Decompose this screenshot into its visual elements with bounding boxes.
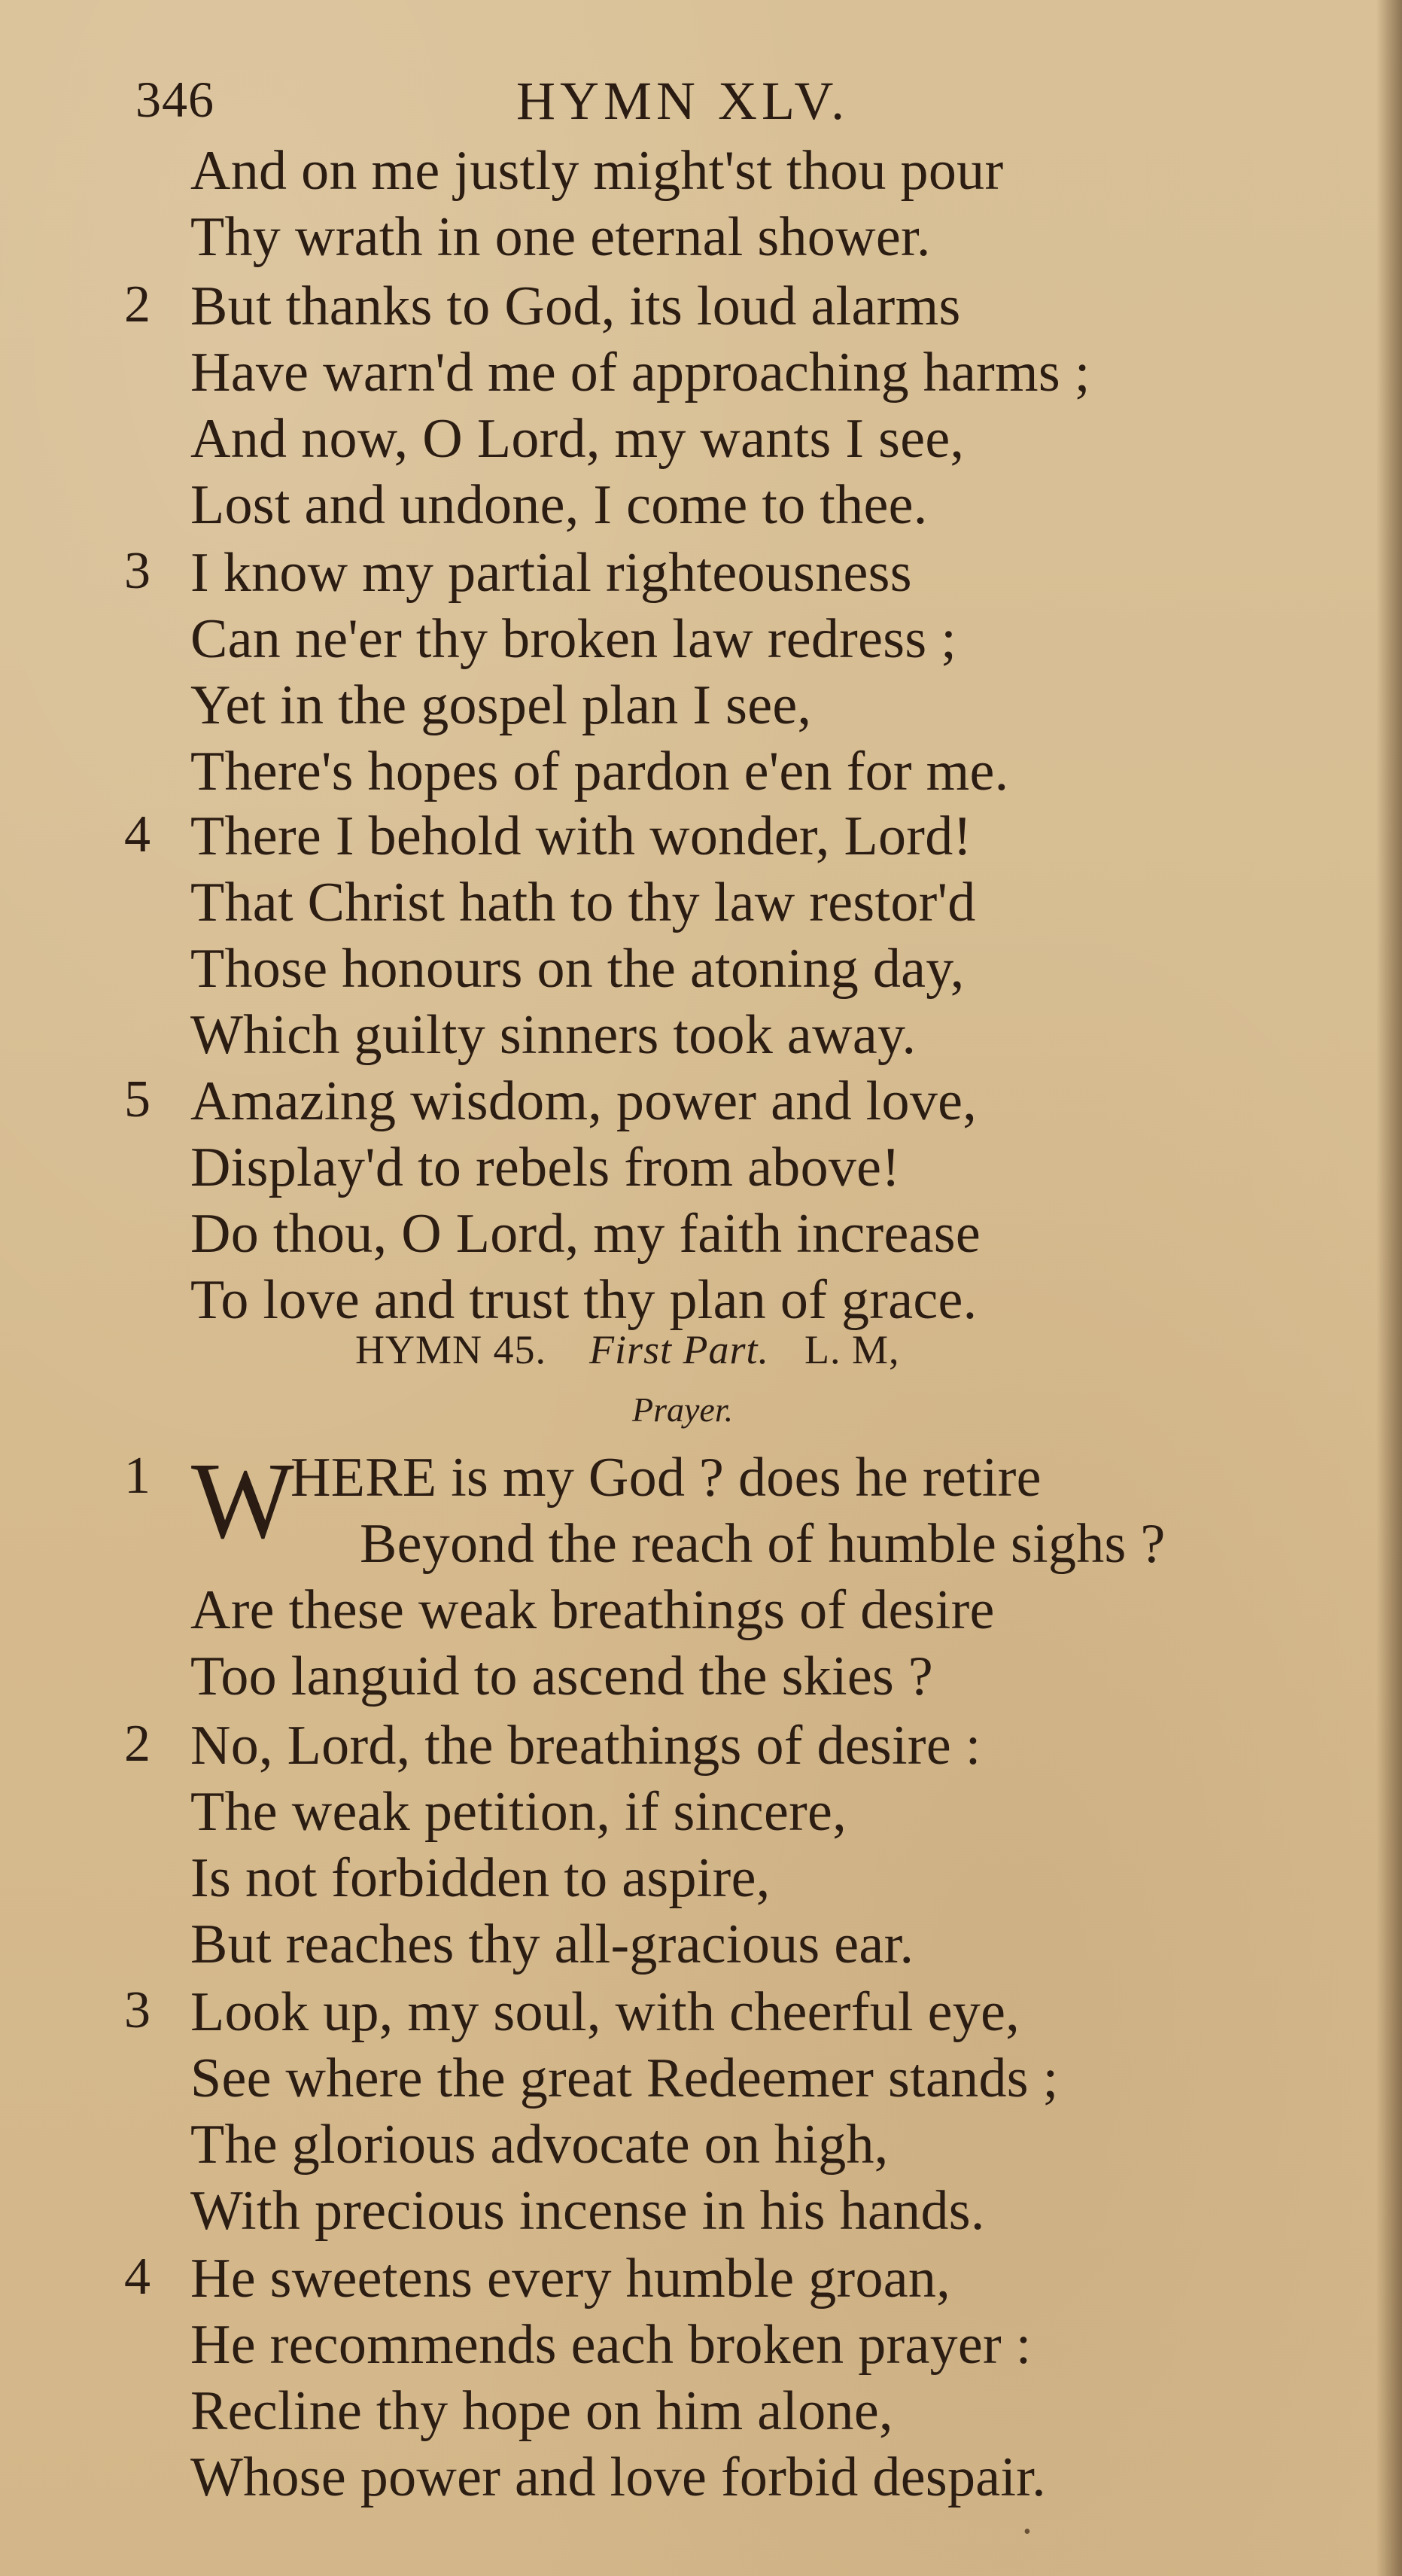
verse-line: Recline thy hope on him alone, [190, 2380, 893, 2442]
verse-line: And now, O Lord, my wants I see, [190, 408, 965, 470]
verse-line: Yet in the gospel plan I see, [190, 674, 812, 736]
page-speck-icon: • [1023, 2520, 1031, 2544]
hymn-heading-number: HYMN 45. [355, 1327, 547, 1372]
verse-line: Look up, my soul, with cheerful eye, [190, 1981, 1020, 2043]
verse-line: Is not forbidden to aspire, [190, 1847, 771, 1909]
verse-line: Too languid to ascend the skies ? [190, 1646, 934, 1707]
verse-line: Whose power and love forbid despair. [190, 2447, 1046, 2508]
hymn-subtitle: Prayer. [632, 1390, 734, 1429]
verse-line: He sweetens every humble groan, [190, 2248, 950, 2310]
verse-line: Can ne'er thy broken law redress ; [190, 608, 957, 670]
verse-line: The weak petition, if sincere, [190, 1781, 847, 1843]
verse-line: To love and trust thy plan of grace. [190, 1269, 978, 1331]
verse-line: I know my partial righteousness [190, 542, 912, 604]
verse-number: 5 [124, 1070, 151, 1128]
verse-line: Lost and undone, I come to thee. [190, 474, 928, 536]
verse-line: The glorious advocate on high, [190, 2114, 889, 2176]
verse-line: There I behold with wonder, Lord! [190, 805, 972, 867]
verse-line: Display'd to rebels from above! [190, 1137, 901, 1198]
verse-line: Have warn'd me of approaching harms ; [190, 342, 1090, 403]
verse-line: No, Lord, the breathings of desire : [190, 1715, 981, 1777]
verse-line: But thanks to God, its loud alarms [190, 276, 961, 337]
verse-line: He recommends each broken prayer : [190, 2314, 1032, 2376]
verse-line: Those honours on the atoning day, [190, 938, 965, 1000]
drop-cap: W [191, 1441, 294, 1561]
verse-line: Amazing wisdom, power and love, [190, 1070, 978, 1132]
verse-number: 2 [124, 276, 151, 333]
verse-line: Are these weak breathings of desire [190, 1579, 995, 1641]
verse-number: 4 [124, 2248, 151, 2306]
running-head: HYMN XLV. [516, 71, 850, 131]
verse-number: 1 [124, 1447, 151, 1505]
verse-line: That Christ hath to thy law restor'd [190, 872, 976, 933]
verse-line: There's hopes of pardon e'en for me. [190, 741, 1009, 802]
verse-number: 3 [124, 1981, 151, 2039]
verse-line: Thy wrath in one eternal shower. [190, 206, 931, 268]
verse-line: Beyond the reach of humble sighs ? [360, 1513, 1166, 1575]
hymn-heading [355, 1329, 900, 1370]
verse-number: 3 [124, 542, 151, 600]
verse-line: With precious incense in his hands. [190, 2180, 985, 2242]
page-number: 346 [135, 71, 214, 128]
hymn-heading-part: First Part. [589, 1327, 770, 1372]
verse-line: Do thou, O Lord, my faith increase [190, 1203, 981, 1265]
verse-line: HERE is my God ? does he retire [290, 1447, 1042, 1509]
verse-line: Which guilty sinners took away. [190, 1004, 917, 1066]
hymn-heading-meter: L. M, [804, 1327, 900, 1372]
verse-number: 2 [124, 1715, 151, 1773]
verse-number: 4 [124, 805, 151, 863]
verse-line: And on me justly might'st thou pour [190, 140, 1004, 202]
verse-line: See where the great Redeemer stands ; [190, 2048, 1059, 2109]
verse-line: But reaches thy all-gracious ear. [190, 1914, 914, 1975]
